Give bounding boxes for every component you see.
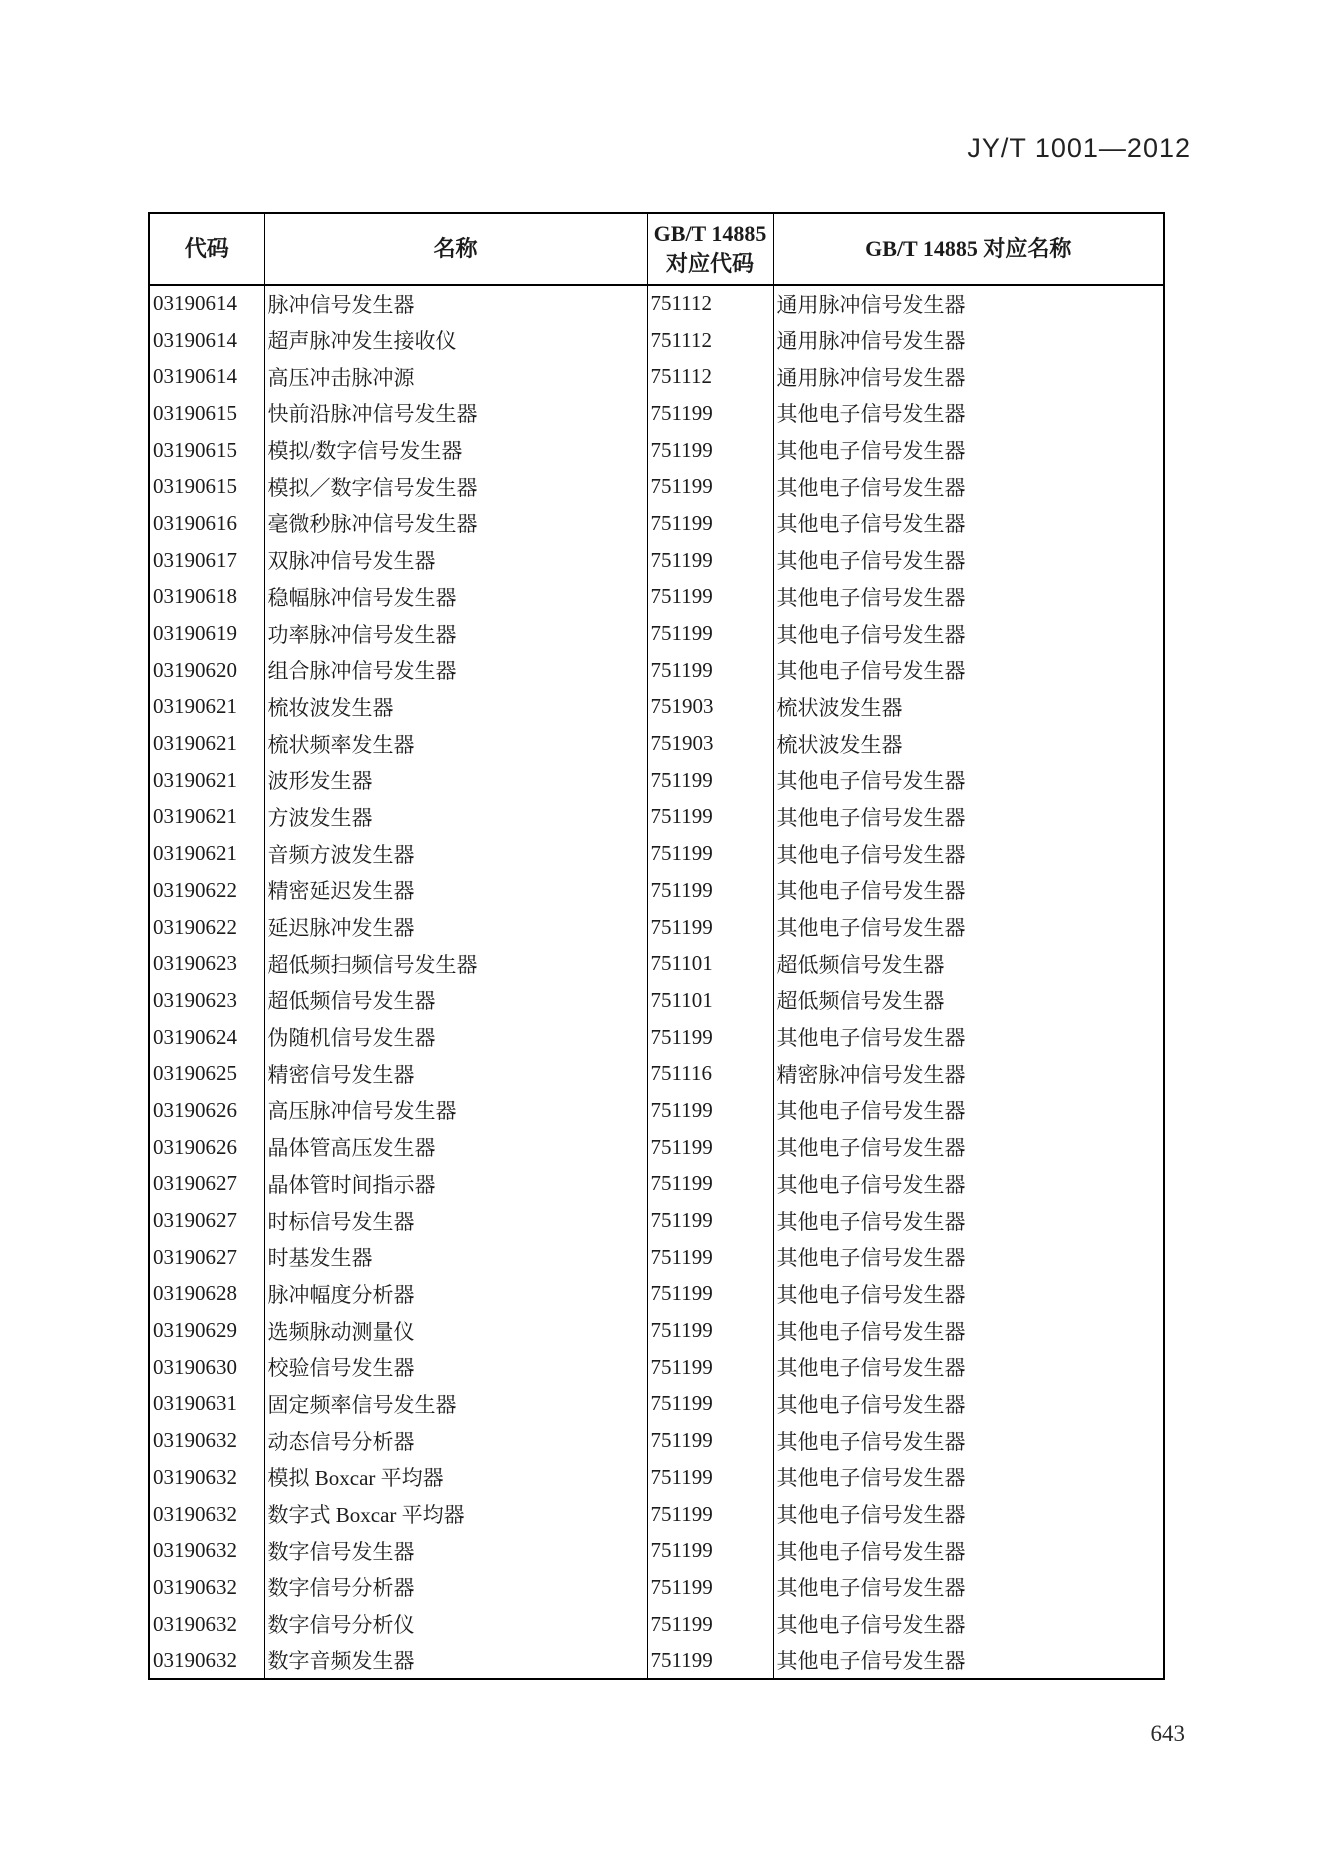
header-name: 名称 — [264, 213, 647, 285]
cell-name: 稳幅脉冲信号发生器 — [264, 579, 647, 616]
header-gbt-code — [647, 213, 773, 285]
table-row — [149, 1202, 1164, 1239]
cell-code: 03190632 — [149, 1496, 264, 1533]
cell-name: 模拟 Boxcar 平均器 — [264, 1459, 647, 1496]
cell-name: 固定频率信号发生器 — [264, 1386, 647, 1423]
cell-gbt-name: 其他电子信号发生器 — [773, 579, 1164, 616]
cell-name: 选频脉动测量仪 — [264, 1312, 647, 1349]
cell-gbt-name: 通用脉冲信号发生器 — [773, 358, 1164, 395]
cell-gbt-code: 751199 — [647, 1459, 773, 1496]
table-row — [149, 1459, 1164, 1496]
table-row — [149, 505, 1164, 542]
cell-gbt-name: 其他电子信号发生器 — [773, 1642, 1164, 1679]
cell-gbt-name: 其他电子信号发生器 — [773, 1312, 1164, 1349]
cell-name: 超声脉冲发生接收仪 — [264, 322, 647, 359]
cell-gbt-name: 其他电子信号发生器 — [773, 1459, 1164, 1496]
table-row — [149, 1312, 1164, 1349]
cell-gbt-code: 751199 — [647, 1569, 773, 1606]
cell-gbt-code: 751112 — [647, 358, 773, 395]
cell-gbt-code: 751199 — [647, 1312, 773, 1349]
cell-gbt-code: 751199 — [647, 1422, 773, 1459]
cell-code: 03190619 — [149, 615, 264, 652]
cell-name: 数字信号分析器 — [264, 1569, 647, 1606]
cell-gbt-code: 751199 — [647, 1166, 773, 1203]
table-row — [149, 468, 1164, 505]
cell-code: 03190630 — [149, 1349, 264, 1386]
header-gbt-code-line1: GB/T 14885 — [653, 221, 767, 246]
cell-gbt-name: 其他电子信号发生器 — [773, 652, 1164, 689]
page-number: 643 — [1150, 1721, 1185, 1746]
table-row — [149, 652, 1164, 689]
cell-gbt-name: 其他电子信号发生器 — [773, 1532, 1164, 1569]
cell-gbt-code: 751903 — [647, 725, 773, 762]
cell-gbt-name: 其他电子信号发生器 — [773, 909, 1164, 946]
cell-gbt-code: 751199 — [647, 1386, 773, 1423]
cell-code: 03190632 — [149, 1459, 264, 1496]
cell-gbt-name: 其他电子信号发生器 — [773, 1606, 1164, 1643]
table-row — [149, 1422, 1164, 1459]
table-row — [149, 909, 1164, 946]
cell-code: 03190623 — [149, 945, 264, 982]
cell-gbt-code: 751199 — [647, 1349, 773, 1386]
cell-gbt-code: 751199 — [647, 1606, 773, 1643]
cell-gbt-code: 751199 — [647, 872, 773, 909]
cell-gbt-name: 通用脉冲信号发生器 — [773, 285, 1164, 322]
cell-name: 超低频信号发生器 — [264, 982, 647, 1019]
cell-gbt-code: 751199 — [647, 762, 773, 799]
table-row — [149, 615, 1164, 652]
cell-code: 03190629 — [149, 1312, 264, 1349]
table-body — [149, 285, 1164, 1679]
cell-code: 03190626 — [149, 1129, 264, 1166]
cell-gbt-name: 超低频信号发生器 — [773, 982, 1164, 1019]
cell-code: 03190621 — [149, 835, 264, 872]
cell-gbt-code: 751199 — [647, 1642, 773, 1679]
cell-gbt-name: 其他电子信号发生器 — [773, 799, 1164, 836]
cell-gbt-name: 其他电子信号发生器 — [773, 615, 1164, 652]
cell-name: 延迟脉冲发生器 — [264, 909, 647, 946]
cell-code: 03190624 — [149, 1019, 264, 1056]
table-row — [149, 1276, 1164, 1313]
cell-code: 03190627 — [149, 1166, 264, 1203]
cell-code: 03190620 — [149, 652, 264, 689]
cell-code: 03190625 — [149, 1055, 264, 1092]
cell-gbt-name: 其他电子信号发生器 — [773, 1129, 1164, 1166]
table-row — [149, 982, 1164, 1019]
table-row — [149, 1496, 1164, 1533]
table-row — [149, 1642, 1164, 1679]
cell-name: 梳妆波发生器 — [264, 689, 647, 726]
cell-name: 数字信号发生器 — [264, 1532, 647, 1569]
cell-code: 03190614 — [149, 358, 264, 395]
cell-name: 波形发生器 — [264, 762, 647, 799]
cell-gbt-code: 751199 — [647, 799, 773, 836]
cell-name: 精密信号发生器 — [264, 1055, 647, 1092]
cell-gbt-code: 751116 — [647, 1055, 773, 1092]
cell-name: 模拟／数字信号发生器 — [264, 468, 647, 505]
cell-name: 模拟/数字信号发生器 — [264, 432, 647, 469]
cell-code: 03190622 — [149, 872, 264, 909]
cell-gbt-code: 751199 — [647, 1532, 773, 1569]
cell-gbt-name: 其他电子信号发生器 — [773, 872, 1164, 909]
cell-code: 03190616 — [149, 505, 264, 542]
cell-gbt-name: 其他电子信号发生器 — [773, 1019, 1164, 1056]
cell-name: 伪随机信号发生器 — [264, 1019, 647, 1056]
cell-gbt-code: 751112 — [647, 322, 773, 359]
cell-code: 03190627 — [149, 1202, 264, 1239]
cell-code: 03190623 — [149, 982, 264, 1019]
cell-gbt-name: 其他电子信号发生器 — [773, 468, 1164, 505]
cell-name: 晶体管时间指示器 — [264, 1166, 647, 1203]
cell-gbt-code: 751199 — [647, 542, 773, 579]
table-row — [149, 689, 1164, 726]
cell-gbt-name: 其他电子信号发生器 — [773, 542, 1164, 579]
cell-gbt-code: 751199 — [647, 432, 773, 469]
cell-name: 校验信号发生器 — [264, 1349, 647, 1386]
cell-code: 03190615 — [149, 395, 264, 432]
cell-gbt-code: 751199 — [647, 1496, 773, 1533]
cell-gbt-code: 751199 — [647, 1092, 773, 1129]
cell-gbt-code: 751101 — [647, 982, 773, 1019]
cell-name: 晶体管高压发生器 — [264, 1129, 647, 1166]
cell-gbt-code: 751903 — [647, 689, 773, 726]
cell-gbt-code: 751199 — [647, 1129, 773, 1166]
cell-name: 高压脉冲信号发生器 — [264, 1092, 647, 1129]
cell-gbt-name: 其他电子信号发生器 — [773, 432, 1164, 469]
cell-code: 03190627 — [149, 1239, 264, 1276]
cell-gbt-code: 751199 — [647, 468, 773, 505]
header-gbt-code-line2: 对应代码 — [665, 251, 754, 276]
table-row — [149, 1386, 1164, 1423]
cell-gbt-code: 751199 — [647, 615, 773, 652]
cell-code: 03190626 — [149, 1092, 264, 1129]
cell-gbt-name: 梳状波发生器 — [773, 725, 1164, 762]
cell-name: 快前沿脉冲信号发生器 — [264, 395, 647, 432]
table-row — [149, 395, 1164, 432]
cell-name: 方波发生器 — [264, 799, 647, 836]
header-row — [149, 213, 1164, 285]
cell-name: 脉冲信号发生器 — [264, 285, 647, 322]
cell-name: 精密延迟发生器 — [264, 872, 647, 909]
cell-name: 梳状频率发生器 — [264, 725, 647, 762]
cell-code: 03190614 — [149, 322, 264, 359]
cell-code: 03190628 — [149, 1276, 264, 1313]
cell-gbt-name: 其他电子信号发生器 — [773, 762, 1164, 799]
cell-code: 03190617 — [149, 542, 264, 579]
cell-name: 脉冲幅度分析器 — [264, 1276, 647, 1313]
cell-name: 数字式 Boxcar 平均器 — [264, 1496, 647, 1533]
table-row — [149, 1606, 1164, 1643]
cell-gbt-name: 其他电子信号发生器 — [773, 505, 1164, 542]
cell-name: 毫微秒脉冲信号发生器 — [264, 505, 647, 542]
cell-code: 03190632 — [149, 1642, 264, 1679]
table-row — [149, 1349, 1164, 1386]
cell-gbt-name: 其他电子信号发生器 — [773, 1166, 1164, 1203]
cell-name: 音频方波发生器 — [264, 835, 647, 872]
cell-code: 03190621 — [149, 799, 264, 836]
cell-code: 03190631 — [149, 1386, 264, 1423]
table-row — [149, 1239, 1164, 1276]
table-row — [149, 358, 1164, 395]
table-row — [149, 1569, 1164, 1606]
table-row — [149, 872, 1164, 909]
cell-gbt-name: 其他电子信号发生器 — [773, 835, 1164, 872]
cell-code: 03190632 — [149, 1422, 264, 1459]
cell-code: 03190615 — [149, 468, 264, 505]
header-code: 代码 — [149, 213, 264, 285]
cell-name: 时标信号发生器 — [264, 1202, 647, 1239]
cell-name: 数字信号分析仪 — [264, 1606, 647, 1643]
cell-code: 03190621 — [149, 725, 264, 762]
table-row — [149, 432, 1164, 469]
cell-name: 超低频扫频信号发生器 — [264, 945, 647, 982]
cell-gbt-name: 其他电子信号发生器 — [773, 1276, 1164, 1313]
cell-gbt-name: 梳状波发生器 — [773, 689, 1164, 726]
cell-gbt-code: 751199 — [647, 579, 773, 616]
cell-gbt-name: 其他电子信号发生器 — [773, 1386, 1164, 1423]
header-gbt-name: GB/T 14885 对应名称 — [773, 213, 1164, 285]
table-row — [149, 1055, 1164, 1092]
cell-code: 03190632 — [149, 1606, 264, 1643]
cell-gbt-name: 其他电子信号发生器 — [773, 1239, 1164, 1276]
cell-name: 组合脉冲信号发生器 — [264, 652, 647, 689]
cell-name: 双脉冲信号发生器 — [264, 542, 647, 579]
cell-gbt-name: 其他电子信号发生器 — [773, 1496, 1164, 1533]
cell-gbt-name: 其他电子信号发生器 — [773, 1092, 1164, 1129]
code-mapping-table — [148, 212, 1165, 1680]
cell-code: 03190618 — [149, 579, 264, 616]
table-row — [149, 762, 1164, 799]
table-row — [149, 835, 1164, 872]
cell-gbt-code: 751199 — [647, 909, 773, 946]
cell-gbt-name: 其他电子信号发生器 — [773, 395, 1164, 432]
cell-gbt-code: 751199 — [647, 505, 773, 542]
cell-code: 03190615 — [149, 432, 264, 469]
cell-gbt-name: 其他电子信号发生器 — [773, 1202, 1164, 1239]
cell-gbt-name: 其他电子信号发生器 — [773, 1349, 1164, 1386]
table-row — [149, 1166, 1164, 1203]
table-row — [149, 542, 1164, 579]
cell-gbt-name: 其他电子信号发生器 — [773, 1422, 1164, 1459]
table-row — [149, 322, 1164, 359]
cell-code: 03190621 — [149, 762, 264, 799]
cell-gbt-code: 751199 — [647, 1202, 773, 1239]
cell-gbt-code: 751199 — [647, 395, 773, 432]
standard-number: JY/T 1001—2012 — [967, 133, 1191, 163]
cell-name: 数字音频发生器 — [264, 1642, 647, 1679]
cell-name: 高压冲击脉冲源 — [264, 358, 647, 395]
cell-code: 03190614 — [149, 285, 264, 322]
cell-gbt-code: 751199 — [647, 652, 773, 689]
cell-code: 03190632 — [149, 1532, 264, 1569]
cell-name: 动态信号分析器 — [264, 1422, 647, 1459]
cell-code: 03190632 — [149, 1569, 264, 1606]
table-row — [149, 725, 1164, 762]
cell-gbt-code: 751199 — [647, 835, 773, 872]
cell-code: 03190622 — [149, 909, 264, 946]
cell-gbt-code: 751112 — [647, 285, 773, 322]
cell-name: 功率脉冲信号发生器 — [264, 615, 647, 652]
table-row — [149, 1019, 1164, 1056]
cell-gbt-code: 751199 — [647, 1239, 773, 1276]
cell-name: 时基发生器 — [264, 1239, 647, 1276]
cell-gbt-code: 751101 — [647, 945, 773, 982]
table-row — [149, 285, 1164, 322]
cell-code: 03190621 — [149, 689, 264, 726]
cell-gbt-name: 精密脉冲信号发生器 — [773, 1055, 1164, 1092]
table-row — [149, 1092, 1164, 1129]
table-row — [149, 799, 1164, 836]
table-row — [149, 945, 1164, 982]
cell-gbt-name: 其他电子信号发生器 — [773, 1569, 1164, 1606]
cell-gbt-code: 751199 — [647, 1019, 773, 1056]
cell-gbt-code: 751199 — [647, 1276, 773, 1313]
table-row — [149, 579, 1164, 616]
cell-gbt-name: 超低频信号发生器 — [773, 945, 1164, 982]
table-row — [149, 1129, 1164, 1166]
table-row — [149, 1532, 1164, 1569]
cell-gbt-name: 通用脉冲信号发生器 — [773, 322, 1164, 359]
